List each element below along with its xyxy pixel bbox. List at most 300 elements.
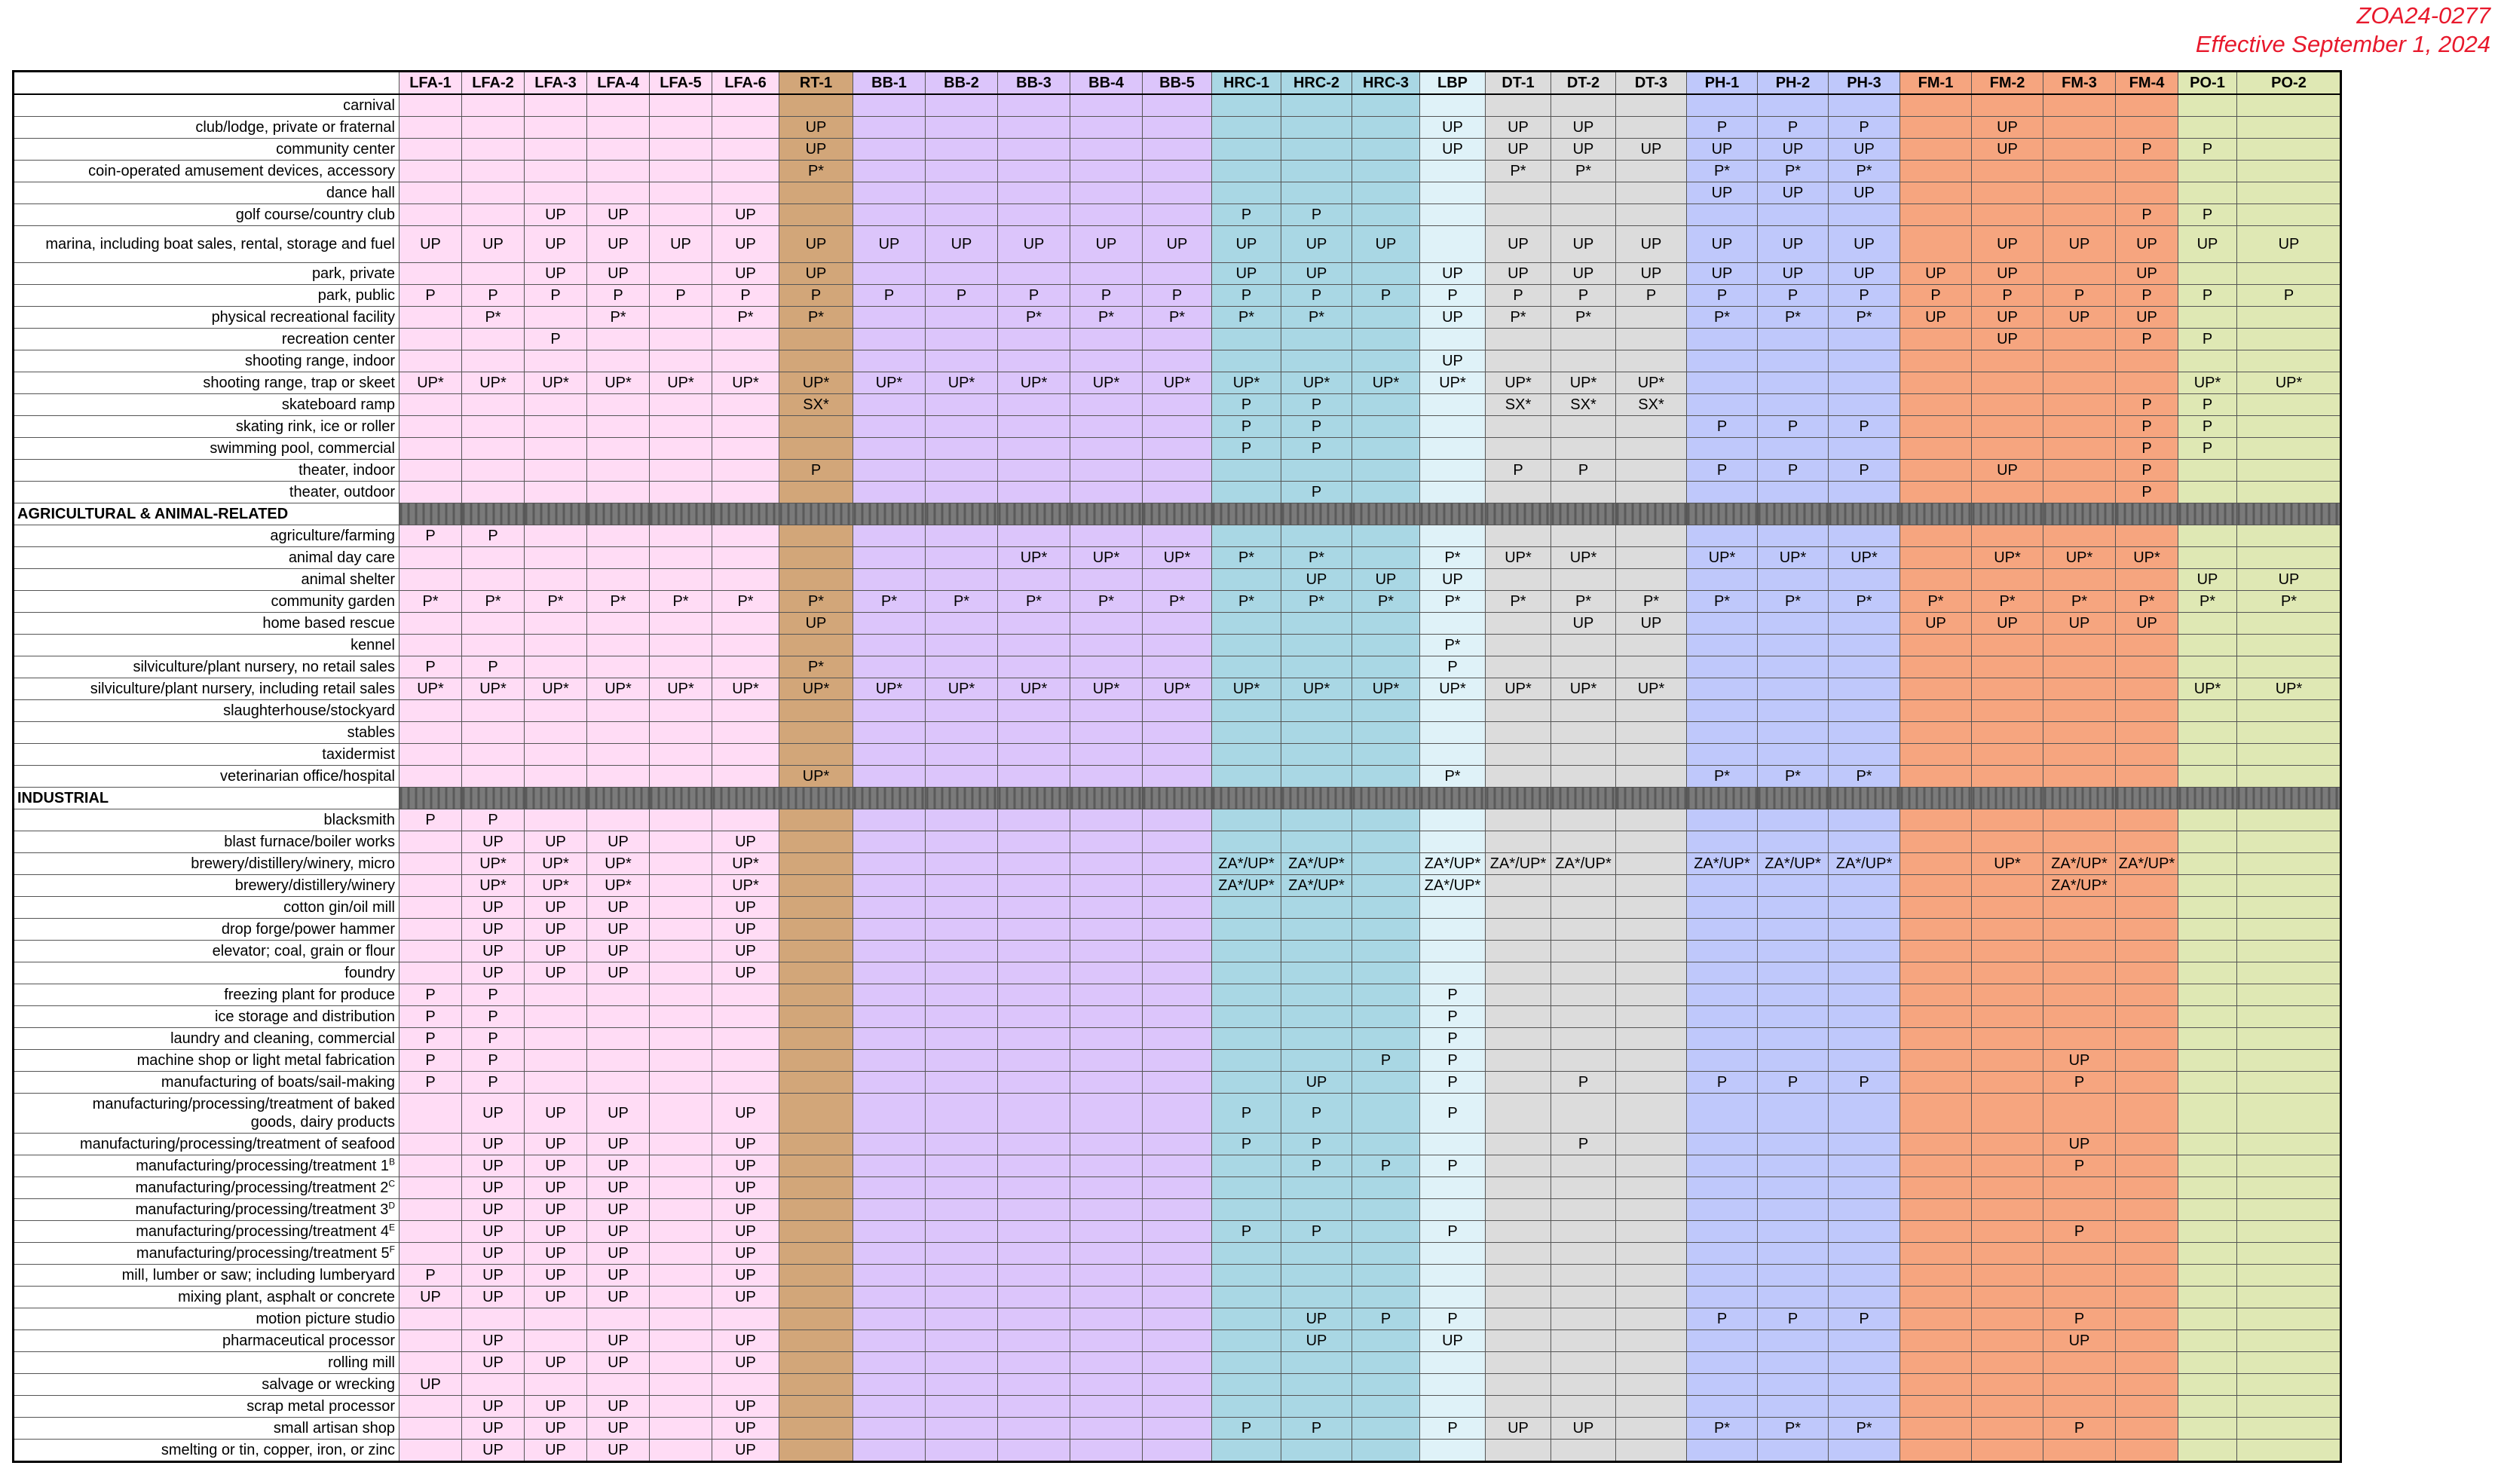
- table-row: [14, 1050, 2341, 1072]
- permission-cell: [1070, 482, 1143, 503]
- permission-cell: [1551, 722, 1616, 744]
- permission-cell: P*: [712, 591, 779, 613]
- permission-cell: [1212, 984, 1281, 1006]
- permission-cell: [587, 809, 650, 831]
- permission-cell: [1486, 329, 1551, 350]
- permission-cell: ZA*/UP*: [1551, 853, 1616, 875]
- section-divider-cell: [1972, 788, 2043, 809]
- permission-cell: [399, 897, 462, 919]
- permission-cell: [779, 547, 853, 569]
- permission-cell: [1352, 613, 1420, 635]
- permission-cell: [1486, 984, 1551, 1006]
- permission-cell: [1420, 1265, 1486, 1287]
- permission-cell: UP: [525, 204, 587, 226]
- permission-cell: [2043, 372, 2116, 394]
- permission-cell: [1972, 766, 2043, 788]
- permission-cell: [1551, 525, 1616, 547]
- permission-cell: [1551, 831, 1616, 853]
- permission-cell: UP: [2116, 307, 2178, 329]
- permission-cell: [1758, 809, 1829, 831]
- permission-cell: [998, 1265, 1070, 1287]
- permission-cell: [1829, 394, 1900, 416]
- permission-cell: [2237, 1352, 2341, 1374]
- permission-cell: [1281, 94, 1352, 117]
- permission-cell: [1829, 1287, 1900, 1308]
- permission-cell: [1900, 482, 1972, 503]
- permission-cell: [1551, 1177, 1616, 1199]
- permission-cell: [1420, 1199, 1486, 1221]
- table-row: [14, 1287, 2341, 1308]
- permission-cell: UP: [462, 897, 525, 919]
- permission-cell: [1070, 1440, 1143, 1462]
- permission-cell: [1758, 700, 1829, 722]
- permission-cell: P: [2043, 1221, 2116, 1243]
- permission-cell: [1352, 438, 1420, 460]
- permission-cell: [926, 613, 998, 635]
- permission-cell: [1972, 1418, 2043, 1440]
- permission-cell: [1972, 678, 2043, 700]
- permission-cell: UP: [587, 962, 650, 984]
- permission-cell: P: [1758, 117, 1829, 139]
- permission-cell: ZA*/UP*: [2043, 853, 2116, 875]
- permission-cell: [1070, 1006, 1143, 1028]
- use-label-text: theater, indoor: [298, 462, 395, 479]
- permission-cell: P*: [1900, 591, 1972, 613]
- permission-cell: [2116, 117, 2178, 139]
- permission-cell: UP: [587, 897, 650, 919]
- permission-cell: [2237, 1028, 2341, 1050]
- use-label: [14, 656, 399, 678]
- permission-cell: [1972, 416, 2043, 438]
- permission-cell: UP: [2043, 226, 2116, 263]
- permission-cell: P*: [1281, 591, 1352, 613]
- permission-cell: [1551, 1243, 1616, 1265]
- use-label: [14, 139, 399, 161]
- permission-cell: [650, 722, 712, 744]
- permission-cell: [712, 139, 779, 161]
- permission-cell: [1551, 94, 1616, 117]
- permission-cell: [1900, 700, 1972, 722]
- permission-cell: [1143, 941, 1212, 962]
- permission-cell: [2237, 1155, 2341, 1177]
- permission-cell: [1143, 204, 1212, 226]
- permission-cell: [1551, 941, 1616, 962]
- permission-cell: [1758, 525, 1829, 547]
- permission-cell: [1070, 1050, 1143, 1072]
- permission-cell: UP: [1420, 307, 1486, 329]
- permission-cell: [2178, 1134, 2237, 1155]
- permission-cell: [1758, 204, 1829, 226]
- permission-cell: [587, 161, 650, 182]
- permission-cell: [587, 1006, 650, 1028]
- section-divider-cell: [1281, 788, 1352, 809]
- permission-cell: [1070, 1134, 1143, 1155]
- permission-cell: [712, 744, 779, 766]
- permission-cell: P: [1281, 394, 1352, 416]
- permission-cell: [2237, 809, 2341, 831]
- permission-cell: [2237, 307, 2341, 329]
- permission-cell: [1143, 350, 1212, 372]
- permission-cell: P*: [462, 591, 525, 613]
- permission-cell: [926, 438, 998, 460]
- permission-cell: [399, 1094, 462, 1134]
- permission-cell: [2178, 613, 2237, 635]
- permission-cell: UP*: [998, 678, 1070, 700]
- permission-cell: [462, 722, 525, 744]
- permission-cell: [2116, 1440, 2178, 1462]
- permission-cell: [1972, 941, 2043, 962]
- permission-cell: UP: [1486, 263, 1551, 285]
- permission-cell: [712, 547, 779, 569]
- permission-cell: [2237, 635, 2341, 656]
- permission-cell: [1829, 809, 1900, 831]
- district-header-po-2: PO-2: [2237, 72, 2341, 95]
- permission-cell: [1900, 1006, 1972, 1028]
- permission-cell: [1616, 1134, 1687, 1155]
- permission-cell: [2178, 350, 2237, 372]
- permission-cell: [1143, 1440, 1212, 1462]
- permission-cell: [853, 897, 926, 919]
- permission-cell: [1281, 962, 1352, 984]
- permission-cell: [2178, 744, 2237, 766]
- permission-cell: [2116, 656, 2178, 678]
- permission-cell: P*: [1070, 591, 1143, 613]
- permission-cell: [1352, 161, 1420, 182]
- permission-cell: UP: [1281, 263, 1352, 285]
- permission-cell: [779, 204, 853, 226]
- permission-cell: [1758, 678, 1829, 700]
- district-header-fm-1: FM-1: [1900, 72, 1972, 95]
- permission-cell: [525, 460, 587, 482]
- permission-cell: [1829, 678, 1900, 700]
- permission-cell: [2043, 766, 2116, 788]
- permission-cell: [1281, 1352, 1352, 1374]
- permission-cell: UP: [712, 962, 779, 984]
- permission-cell: [1900, 1440, 1972, 1462]
- permission-cell: [1143, 809, 1212, 831]
- permission-cell: [1070, 1396, 1143, 1418]
- use-label: [14, 744, 399, 766]
- permission-cell: [998, 1287, 1070, 1308]
- permission-cell: P: [525, 285, 587, 307]
- permission-cell: [1616, 962, 1687, 984]
- permission-cell: [1486, 1134, 1551, 1155]
- permission-cell: [1900, 984, 1972, 1006]
- permission-cell: [2043, 1028, 2116, 1050]
- use-label-text: salvage or wrecking: [262, 1376, 395, 1393]
- district-header-dt-2: DT-2: [1551, 72, 1616, 95]
- permission-cell: [1281, 1028, 1352, 1050]
- permission-cell: P*: [1212, 547, 1281, 569]
- permission-cell: [779, 853, 853, 875]
- permission-cell: [1281, 1440, 1352, 1462]
- permission-cell: [1758, 1374, 1829, 1396]
- use-label-text: foundry: [344, 965, 395, 981]
- permission-cell: [525, 809, 587, 831]
- permission-cell: [1420, 94, 1486, 117]
- permission-cell: [1281, 182, 1352, 204]
- table-row: [14, 547, 2341, 569]
- table-row: [14, 416, 2341, 438]
- permission-cell: [1143, 613, 1212, 635]
- permission-cell: [1900, 460, 1972, 482]
- permission-cell: UP: [712, 919, 779, 941]
- permission-cell: [587, 117, 650, 139]
- permission-cell: [525, 613, 587, 635]
- permission-cell: [712, 329, 779, 350]
- permission-cell: [1758, 394, 1829, 416]
- permission-cell: [1900, 1396, 1972, 1418]
- use-label-text: veterinarian office/hospital: [220, 768, 395, 785]
- permission-cell: P*: [1972, 591, 2043, 613]
- use-label-text: brewery/distillery/winery: [234, 877, 395, 894]
- permission-cell: UP: [462, 962, 525, 984]
- permission-cell: UP: [1352, 226, 1420, 263]
- permission-cell: [998, 1440, 1070, 1462]
- permission-cell: [926, 853, 998, 875]
- permission-cell: [1143, 700, 1212, 722]
- permission-cell: P*: [998, 307, 1070, 329]
- permission-cell: [1616, 919, 1687, 941]
- use-label: [14, 1155, 399, 1177]
- permission-cell: UP: [399, 1374, 462, 1396]
- permission-cell: [525, 394, 587, 416]
- permission-cell: UP: [1687, 182, 1758, 204]
- permission-cell: UP: [2043, 1330, 2116, 1352]
- permission-cell: [1758, 722, 1829, 744]
- permission-cell: [462, 482, 525, 503]
- permission-cell: [1972, 809, 2043, 831]
- permission-cell: [1070, 329, 1143, 350]
- permission-cell: [1420, 161, 1486, 182]
- permission-cell: UP: [462, 1440, 525, 1462]
- permission-cell: [2237, 161, 2341, 182]
- district-header-dt-3: DT-3: [1616, 72, 1687, 95]
- permission-cell: P: [1687, 416, 1758, 438]
- permission-cell: [1829, 1199, 1900, 1221]
- permission-cell: [1829, 525, 1900, 547]
- permission-cell: [1900, 1072, 1972, 1094]
- permission-cell: [1758, 656, 1829, 678]
- permission-cell: [399, 1440, 462, 1462]
- permission-cell: [462, 438, 525, 460]
- permission-cell: UP: [2178, 569, 2237, 591]
- permission-cell: ZA*/UP*: [1486, 853, 1551, 875]
- permission-cell: P: [2116, 394, 2178, 416]
- permission-cell: P*: [1143, 307, 1212, 329]
- permission-cell: [853, 809, 926, 831]
- section-title: INDUSTRIAL: [14, 788, 399, 809]
- permission-cell: P: [462, 809, 525, 831]
- permission-cell: [926, 1072, 998, 1094]
- permission-cell: [1972, 897, 2043, 919]
- permission-cell: [853, 744, 926, 766]
- permission-cell: [1212, 94, 1281, 117]
- permission-cell: UP: [853, 226, 926, 263]
- permission-cell: [2116, 1177, 2178, 1199]
- table-row: [14, 1440, 2341, 1462]
- permission-cell: UP: [525, 962, 587, 984]
- permission-cell: [1900, 1243, 1972, 1265]
- permission-cell: UP: [587, 831, 650, 853]
- permission-cell: P*: [1687, 766, 1758, 788]
- permission-cell: [1551, 1330, 1616, 1352]
- permission-cell: [2116, 941, 2178, 962]
- permission-cell: P: [1829, 460, 1900, 482]
- permission-cell: [399, 1308, 462, 1330]
- use-label-text: manufacturing/processing/treatment of seafood: [79, 1136, 395, 1152]
- permission-cell: [587, 438, 650, 460]
- permission-cell: [2116, 678, 2178, 700]
- permission-cell: UP: [525, 1265, 587, 1287]
- permission-cell: [462, 766, 525, 788]
- permission-cell: UP: [525, 1094, 587, 1134]
- permission-cell: [1070, 809, 1143, 831]
- permission-cell: [2116, 1006, 2178, 1028]
- permission-cell: P*: [587, 307, 650, 329]
- permission-cell: [926, 1287, 998, 1308]
- section-divider-cell: [650, 503, 712, 525]
- permission-cell: [587, 744, 650, 766]
- table-row: [14, 1243, 2341, 1265]
- permission-cell: P: [2178, 329, 2237, 350]
- permission-cell: [1829, 919, 1900, 941]
- permission-cell: [1900, 656, 1972, 678]
- use-label-text: park, public: [317, 287, 395, 304]
- permission-cell: UP: [712, 263, 779, 285]
- permission-cell: P*: [1352, 591, 1420, 613]
- permission-cell: [1352, 1072, 1420, 1094]
- permission-cell: [1972, 656, 2043, 678]
- section-divider-cell: [650, 788, 712, 809]
- permission-cell: [1829, 744, 1900, 766]
- use-label: [14, 941, 399, 962]
- permission-cell: [1143, 416, 1212, 438]
- permission-cell: P*: [1829, 1418, 1900, 1440]
- permission-cell: SX*: [1616, 394, 1687, 416]
- permission-cell: [650, 1374, 712, 1396]
- permission-cell: [1616, 547, 1687, 569]
- permission-cell: [779, 984, 853, 1006]
- permission-cell: [1486, 482, 1551, 503]
- table-row: [14, 1155, 2341, 1177]
- use-label: [14, 1352, 399, 1374]
- use-label: [14, 372, 399, 394]
- permission-cell: [1143, 329, 1212, 350]
- permission-cell: [1070, 1094, 1143, 1134]
- table-row: [14, 744, 2341, 766]
- permission-cell: [712, 482, 779, 503]
- permission-cell: [1900, 831, 1972, 853]
- permission-cell: [1070, 941, 1143, 962]
- permission-cell: [1687, 1396, 1758, 1418]
- permission-cell: P: [399, 984, 462, 1006]
- permission-cell: [1212, 117, 1281, 139]
- use-label-text: golf course/country club: [235, 207, 395, 223]
- permission-cell: [650, 1199, 712, 1221]
- permission-cell: P: [1687, 1308, 1758, 1330]
- permission-cell: [587, 94, 650, 117]
- permission-cell: [1900, 350, 1972, 372]
- permission-cell: ZA*/UP*: [1212, 875, 1281, 897]
- permission-cell: [1212, 1050, 1281, 1072]
- permission-cell: UP: [1551, 139, 1616, 161]
- district-header-lfa-3: LFA-3: [525, 72, 587, 95]
- permission-cell: [2043, 204, 2116, 226]
- permission-cell: [1616, 941, 1687, 962]
- permission-cell: P: [399, 1050, 462, 1072]
- permission-cell: [2178, 941, 2237, 962]
- permission-cell: [2116, 875, 2178, 897]
- permission-cell: [2178, 635, 2237, 656]
- permission-cell: [853, 766, 926, 788]
- use-matrix-body: [14, 94, 2341, 1462]
- permission-cell: [998, 984, 1070, 1006]
- section-divider-cell: [1900, 503, 1972, 525]
- section-divider-cell: [926, 503, 998, 525]
- permission-cell: ZA*/UP*: [1281, 875, 1352, 897]
- permission-cell: UP*: [1352, 678, 1420, 700]
- permission-cell: [2116, 1374, 2178, 1396]
- permission-cell: [399, 307, 462, 329]
- permission-cell: [650, 350, 712, 372]
- permission-cell: [1551, 656, 1616, 678]
- permission-cell: [779, 1352, 853, 1374]
- permission-cell: [650, 1308, 712, 1330]
- use-label-text: manufacturing/processing/treatment 5: [136, 1245, 390, 1262]
- permission-cell: [1212, 700, 1281, 722]
- permission-cell: [1551, 744, 1616, 766]
- permission-cell: P: [462, 1050, 525, 1072]
- permission-cell: [2043, 897, 2116, 919]
- permission-cell: [853, 1308, 926, 1330]
- use-label-text: agriculture/farming: [270, 528, 395, 544]
- permission-cell: [1758, 744, 1829, 766]
- permission-cell: [1551, 1396, 1616, 1418]
- permission-cell: [587, 1050, 650, 1072]
- permission-cell: P*: [779, 656, 853, 678]
- permission-cell: [1143, 897, 1212, 919]
- permission-cell: UP*: [587, 875, 650, 897]
- permission-cell: [1687, 656, 1758, 678]
- permission-cell: [1900, 1352, 1972, 1374]
- district-header-ph-3: PH-3: [1829, 72, 1900, 95]
- permission-cell: [650, 263, 712, 285]
- permission-cell: [1687, 438, 1758, 460]
- permission-cell: [1900, 204, 1972, 226]
- permission-cell: UP: [462, 1094, 525, 1134]
- district-header-fm-2: FM-2: [1972, 72, 2043, 95]
- permission-cell: [2237, 1177, 2341, 1199]
- permission-cell: [1829, 635, 1900, 656]
- permission-cell: [462, 204, 525, 226]
- use-label: [14, 1050, 399, 1072]
- permission-cell: [2237, 941, 2341, 962]
- permission-cell: UP: [712, 1418, 779, 1440]
- permission-cell: [2043, 984, 2116, 1006]
- permission-cell: UP*: [926, 372, 998, 394]
- permission-cell: [399, 1134, 462, 1155]
- table-row: [14, 460, 2341, 482]
- permission-cell: [1829, 204, 1900, 226]
- district-header-po-1: PO-1: [2178, 72, 2237, 95]
- permission-cell: [1972, 1006, 2043, 1028]
- permission-cell: [853, 1094, 926, 1134]
- permission-cell: [712, 1072, 779, 1094]
- permission-cell: [2043, 962, 2116, 984]
- permission-cell: [525, 1006, 587, 1028]
- permission-cell: [2043, 416, 2116, 438]
